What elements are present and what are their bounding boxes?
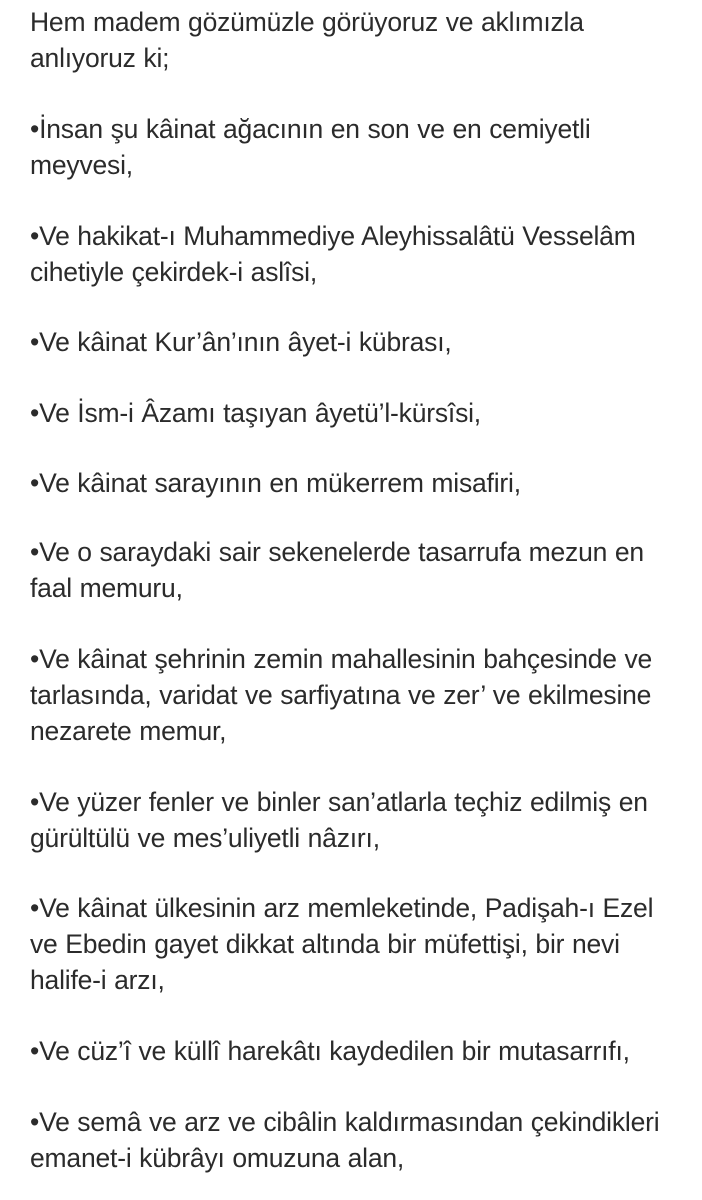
text-line: •Ve yüzer fenler ve binler san’atlarla teçhiz edilmiş en [30, 787, 648, 817]
text-line: meyvesi, [30, 150, 133, 180]
text-line: nezarete memur, [30, 716, 227, 746]
bullet-item [30, 784, 690, 856]
text-line: •Ve İsm-i Âzamı taşıyan âyetü’l-kürsîsi, [30, 398, 481, 428]
bullet-item [30, 395, 690, 431]
text-line: emanet-i kübrâyı omuzuna alan, [30, 1143, 405, 1173]
bullet-item [30, 534, 690, 606]
text-line: halife-i arzı, [30, 965, 165, 995]
bullet-item [30, 890, 690, 998]
text-line: •Ve hakikat-ı Muhammediye Aleyhissalâtü Vesselâm [30, 221, 636, 251]
text-line: •Ve kâinat Kur’ân’ının âyet-i kübrası, [30, 327, 452, 357]
text-line: •İnsan şu kâinat ağacının en son ve en cemiyetli [30, 114, 591, 144]
text-line: faal memuru, [30, 573, 183, 603]
text-line: •Ve kâinat ülkesinin arz memleketinde, Padişah-ı Ezel [30, 893, 654, 923]
text-line: anlıyoruz ki; [30, 43, 170, 73]
text-line: tarlasında, varidat ve sarfiyatına ve zer’ ve ekilmesine [30, 680, 652, 710]
text-line: •Ve o saraydaki sair sekenelerde tasarrufa mezun en [30, 537, 644, 567]
text-line: •Ve kâinat sarayının en mükerrem misafiri, [30, 468, 521, 498]
intro-paragraph [30, 4, 670, 76]
text-line: •Ve cüz’î ve küllî harekâtı kaydedilen bir mutasarrıfı, [30, 1036, 630, 1066]
bullet-item [30, 324, 690, 360]
bullet-item [30, 465, 690, 501]
text-line: gürültülü ve mes’uliyetli nâzırı, [30, 823, 380, 853]
bullet-item [30, 641, 690, 749]
text-line: ve Ebedin gayet dikkat altında bir müfettişi, bir nevi [30, 929, 620, 959]
bullet-item [30, 111, 690, 183]
bullet-item [30, 1104, 690, 1176]
text-line: •Ve kâinat şehrinin zemin mahallesinin bahçesinde ve [30, 644, 653, 674]
text-line: •Ve semâ ve arz ve cibâlin kaldırmasından çekindikleri [30, 1107, 660, 1137]
text-line: cihetiyle çekirdek-i aslîsi, [30, 257, 317, 287]
bullet-item [30, 1033, 690, 1069]
bullet-item [30, 218, 690, 290]
text-line: Hem madem gözümüzle görüyoruz ve aklımızla [30, 7, 584, 37]
